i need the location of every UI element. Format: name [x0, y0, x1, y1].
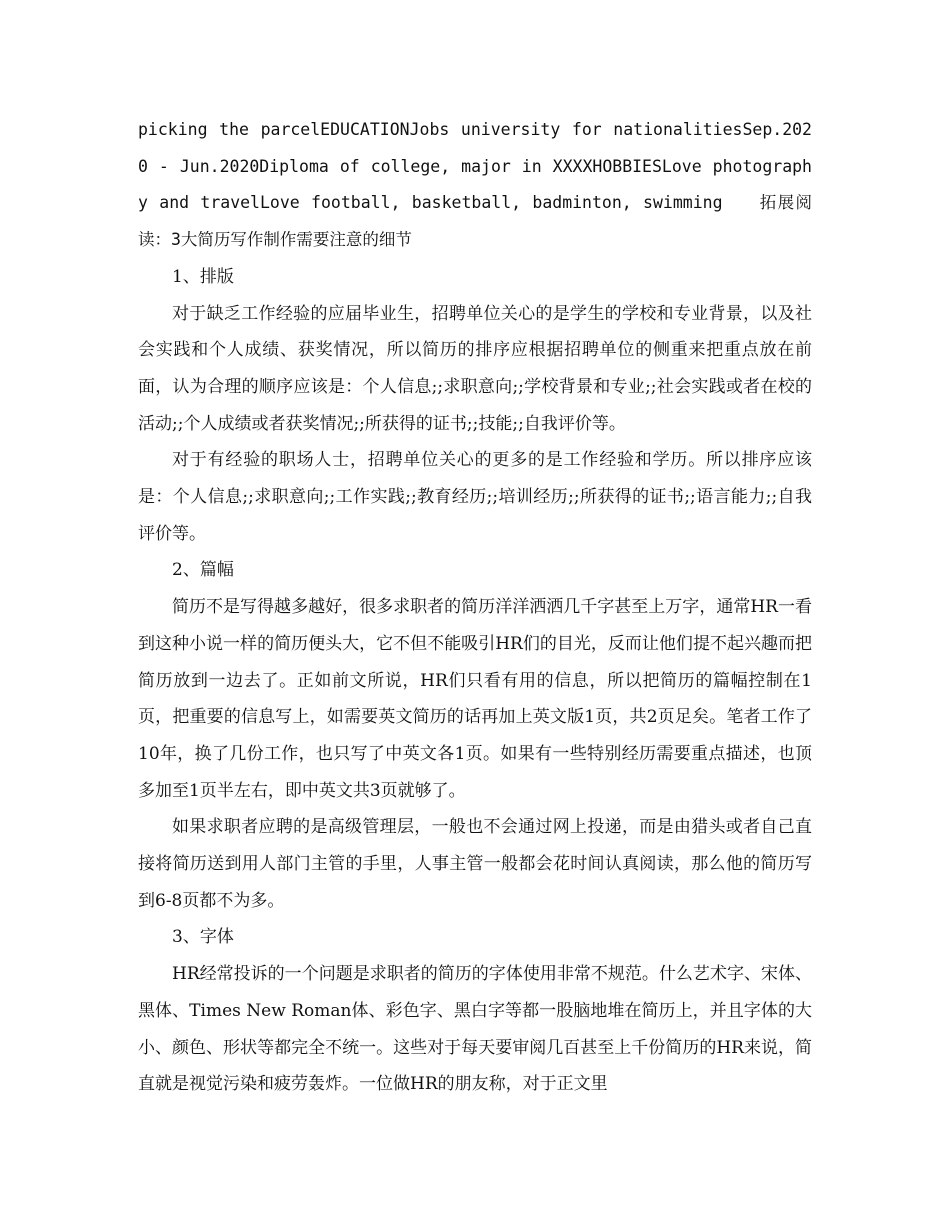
paragraph-font-usage: HR经常投诉的一个问题是求职者的简历的字体使用非常不规范。什么艺术字、宋体、黑体、Times New Roman体、彩色字、黑白字等都一股脑地堆在简历上，并且字体的大小、颜色、形状等都完全不统一。这些对于每天要审阅几百甚至上千份简历的HR来说，简直就是视觉污染和疲劳轰炸。一位做HR的朋友称，对于正文里 — [138, 964, 812, 1095]
paragraph-senior-management: 如果求职者应聘的是高级管理层，一般也不会通过网上投递，而是由猎头或者自己直接将简历送到用人部门主管的手里，人事主管一般都会花时间认真阅读，那么他的简历写到6-8页都不为多。 — [138, 817, 812, 911]
section-heading-layout: 1、排版 — [172, 266, 234, 287]
section-heading-font: 3、字体 — [172, 927, 234, 948]
paragraph-experienced-order: 对于有经验的职场人士，招聘单位关心的更多的是工作经验和学历。所以排序应该是：个人信息;;求职意向;;工作实践;;教育经历;;培训经历;;所获得的证书;;语言能力;;自我评价等。 — [138, 450, 812, 544]
paragraph-resume-length: 简历不是写得越多越好，很多求职者的简历洋洋洒洒几千字甚至上万字，通常HR一看到这种小说一样的简历便头大，它不但不能吸引HR们的目光，反而让他们提不起兴趣而把简历放到一边去了。正如前文所说，HR们只看有用的信息，所以把简历的篇幅控制在1页，把重要的信息写上，如需要英文简历的话再加上英文版1页，共2页足矣。笔者工作了10年，换了几份工作，也只写了中英文各1页。如果有一些特别经历需要重点描述，也顶多加至1页半左右，即中英文共3页就够了。 — [138, 597, 812, 801]
paragraph-graduates-order: 对于缺乏工作经验的应届毕业生，招聘单位关心的是学生的学校和专业背景，以及社会实践和个人成绩、获奖情况，所以简历的排序应根据招聘单位的侧重来把重点放在前面，认为合理的顺序应该是：个人信息;;求职意向;;学校背景和专业;;社会实践或者在校的活动;;个人成绩或者获奖情况;;所获得的证书;;技能;;自我评价等。 — [138, 303, 812, 434]
section-heading-length: 2、篇幅 — [172, 560, 234, 581]
resume-sample-text: picking the parcelEDUCATIONJobs university for nationalitiesSep.2020 - Jun.2020Diploma of college, major in XXXXHOBBIESLove photography and travelLove football, basketball, badminton, swimming 拓展阅读：3大简历写作制作需要注意的细节 — [138, 120, 812, 250]
